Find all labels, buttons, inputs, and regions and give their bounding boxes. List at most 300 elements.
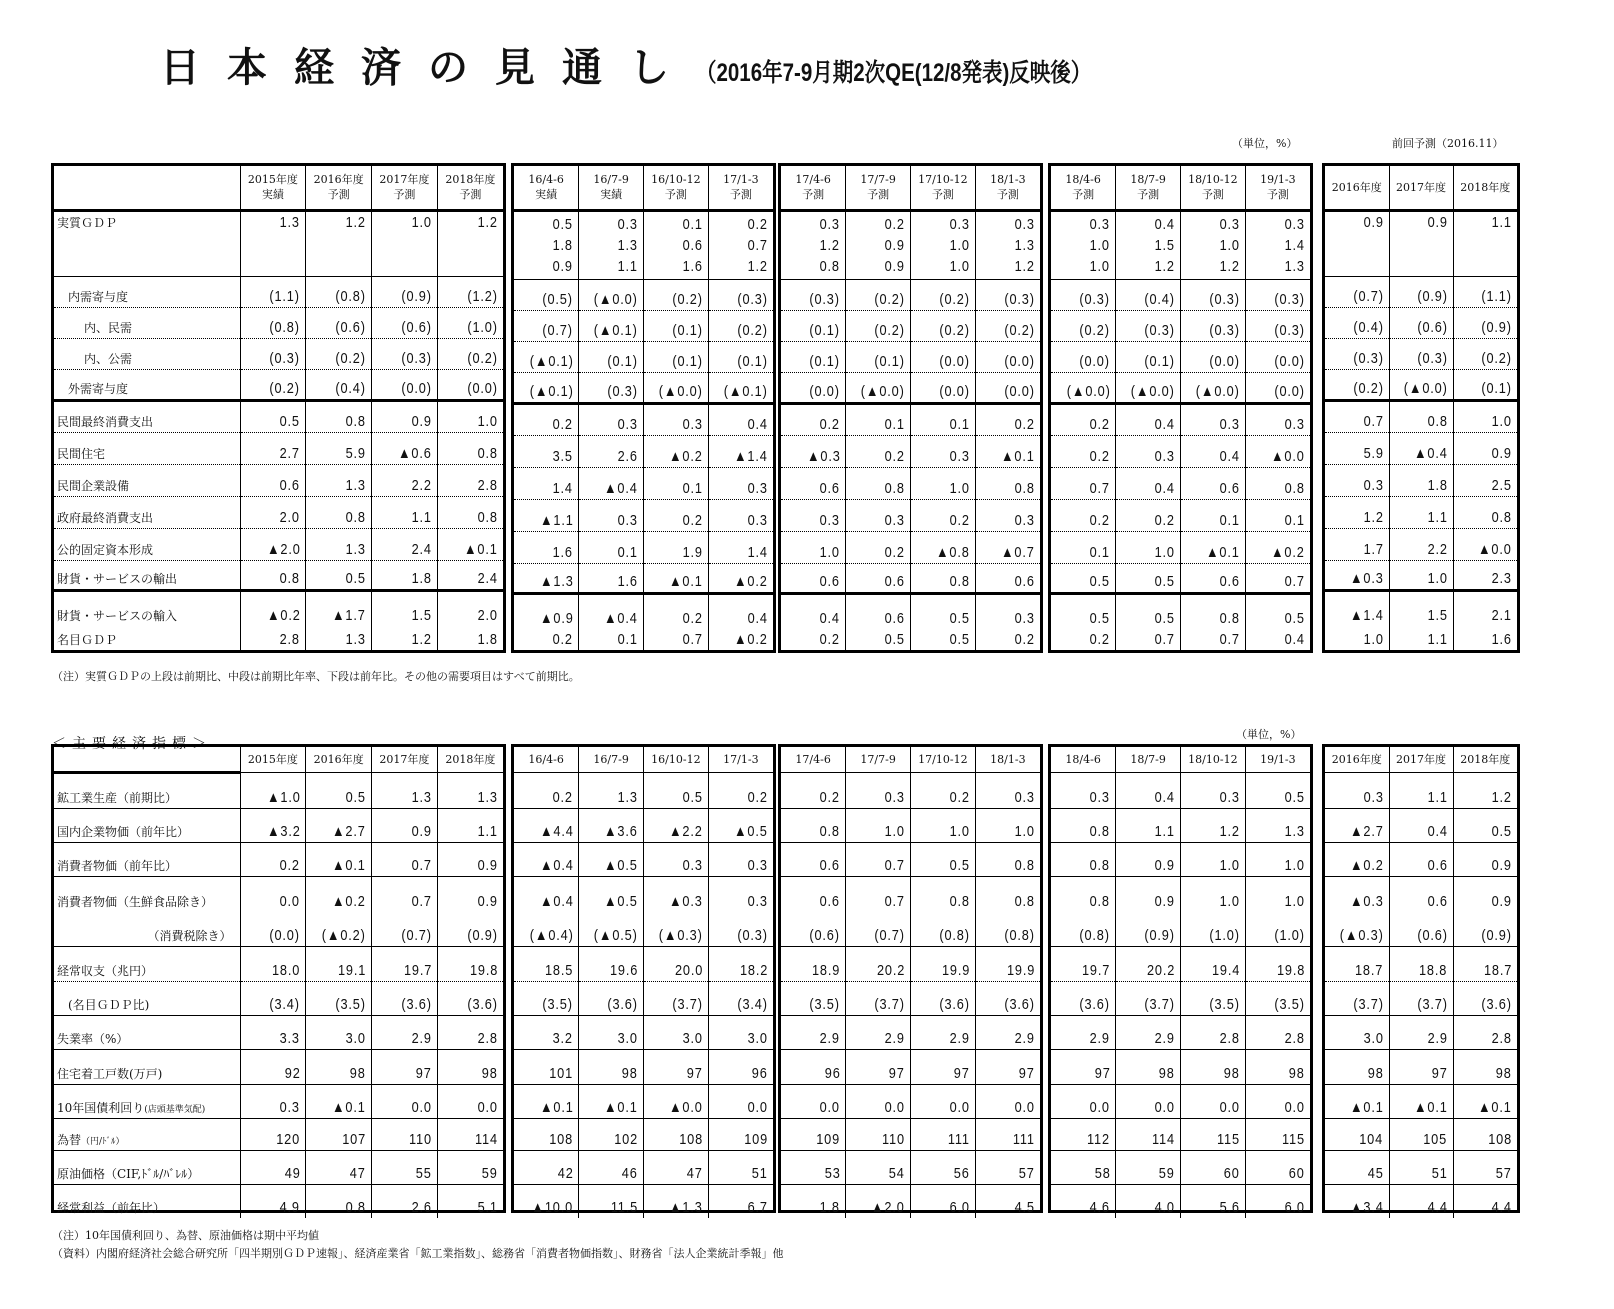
cell-value: 0.3 bbox=[819, 511, 841, 529]
table-row bbox=[781, 403, 1040, 435]
cell-value: (0.8) bbox=[335, 287, 366, 305]
cell-value: 1.6 bbox=[552, 543, 574, 561]
table-row bbox=[1051, 946, 1310, 981]
cell-value: (0.5) bbox=[542, 290, 574, 308]
cell-value: 107 bbox=[342, 1130, 366, 1148]
table-row bbox=[1325, 560, 1517, 590]
cell-value: 0.3 bbox=[617, 511, 638, 529]
cell-value: 0.2 bbox=[819, 788, 841, 806]
cell-value: 0.9 bbox=[411, 822, 432, 840]
column-header: 2015年度 実績 bbox=[240, 166, 306, 210]
cell-value: 4.6 bbox=[1089, 1199, 1111, 1216]
cell-value: 98 bbox=[1159, 1064, 1175, 1082]
cell-value: 0.8 bbox=[345, 412, 366, 430]
cell-value: 97 bbox=[1431, 1064, 1448, 1082]
cell-value: ▲0.1 bbox=[1413, 1098, 1448, 1116]
table-row bbox=[781, 842, 1040, 876]
row-label: 内、民需 bbox=[54, 307, 240, 338]
cell-value: (0.3) bbox=[1079, 290, 1111, 308]
cell-value: 0.3 bbox=[884, 511, 905, 529]
cell-value: 3.5 bbox=[552, 447, 574, 465]
table-row bbox=[54, 1150, 503, 1184]
cell-value: 0.3 bbox=[1363, 476, 1384, 494]
cell-value: 1.4 bbox=[747, 543, 768, 561]
cell-value: (0.6) bbox=[809, 926, 841, 944]
previous-forecast-label: 前回予測（2016.11） bbox=[1392, 137, 1504, 150]
cell-value: 111 bbox=[947, 1130, 970, 1148]
row-label: 10年国債利回り(店頭基準気配) bbox=[54, 1084, 240, 1118]
cell-value: 0.5 bbox=[1154, 610, 1175, 627]
cell-value: ▲0.2 bbox=[266, 607, 301, 624]
table2-group-3 bbox=[1048, 744, 1313, 1216]
table-row bbox=[54, 626, 503, 650]
cell-value: 0.9 bbox=[411, 412, 432, 430]
cell-value: ▲0.8 bbox=[936, 543, 970, 561]
cell-value: 19.4 bbox=[1211, 961, 1240, 979]
cell-value: 0.3 bbox=[949, 215, 970, 233]
cell-value: 0.1 bbox=[617, 631, 638, 648]
cell-value: (0.9) bbox=[1481, 318, 1512, 336]
cell-value: 19.6 bbox=[609, 961, 638, 979]
cell-value: 0.2 bbox=[949, 788, 970, 806]
table-row bbox=[1051, 808, 1310, 842]
row-label: 住宅着工戸数(万戸) bbox=[54, 1049, 240, 1084]
cell-value: 47 bbox=[350, 1164, 366, 1182]
cell-value: 0.7 bbox=[1363, 412, 1384, 430]
cell-value: 1.5 bbox=[1427, 607, 1448, 624]
cell-value: 0.6 bbox=[1427, 856, 1448, 874]
table-row bbox=[1325, 432, 1517, 464]
cell-value: 0.5 bbox=[949, 610, 970, 627]
cell-value: (▲0.2) bbox=[322, 926, 366, 944]
table-row-real-gdp bbox=[1051, 210, 1310, 279]
cell-value: (0.1) bbox=[809, 321, 841, 339]
cell-value: 115 bbox=[1282, 1130, 1305, 1148]
cell-value: 0.2 bbox=[1014, 631, 1035, 648]
cell-value: 0.3 bbox=[1219, 415, 1240, 433]
table-row bbox=[1325, 808, 1517, 842]
cell-value: 4.4 bbox=[1427, 1199, 1448, 1216]
cell-value: 0.1 bbox=[884, 415, 905, 433]
table-row bbox=[1325, 528, 1517, 560]
cell-value: (0.7) bbox=[542, 321, 574, 339]
cell-value: 0.6 bbox=[884, 572, 905, 590]
cell-value: (▲0.5) bbox=[594, 926, 638, 944]
cell-value: 18.2 bbox=[739, 961, 768, 979]
column-header: 18/10-12 予測 bbox=[1181, 166, 1246, 210]
cell-value: 3.0 bbox=[345, 1029, 366, 1047]
cell-value: ▲0.2 bbox=[669, 447, 703, 465]
cell-value: 0.3 bbox=[682, 856, 703, 874]
table2-note: （注）10年国債利回り、為替、原油価格は期中平均値 bbox=[52, 1229, 319, 1242]
cell-value: 0.1 bbox=[949, 415, 970, 433]
cell-value: 0.4 bbox=[747, 415, 768, 433]
cell-value: (0.6) bbox=[401, 318, 432, 336]
cell-value: (1.0) bbox=[467, 318, 498, 336]
cell-value: 0.2 bbox=[552, 415, 574, 433]
cell-value: ▲0.2 bbox=[734, 572, 768, 590]
cell-value: 0.0 bbox=[884, 1098, 905, 1116]
cell-value: (0.3) bbox=[1274, 321, 1305, 339]
cell-value: (▲0.0) bbox=[861, 382, 905, 400]
cell-value: 0.3 bbox=[1014, 788, 1035, 806]
cell-value: 1.2 bbox=[747, 257, 768, 275]
cell-value: (0.3) bbox=[737, 926, 768, 944]
cell-value: 4.0 bbox=[1154, 1199, 1175, 1216]
cell-value: 0.5 bbox=[345, 569, 366, 587]
row-label: 外需寄与度 bbox=[54, 369, 240, 400]
row-label: 政府最終消費支出 bbox=[54, 496, 240, 528]
cell-value: 0.3 bbox=[1363, 788, 1384, 806]
cell-value: (1.1) bbox=[1481, 287, 1512, 305]
table-row bbox=[1051, 1084, 1310, 1118]
cell-value: 0.2 bbox=[747, 788, 768, 806]
column-header: 16/7-9 実績 bbox=[579, 166, 644, 210]
table1-note: （注）実質ＧＤＰの上段は前期比、中段は前期比年率、下段は前年比。その他の需要項目はすべて前期比。 bbox=[52, 670, 580, 683]
cell-value: 0.9 bbox=[477, 856, 498, 874]
cell-value: 2.9 bbox=[1014, 1029, 1035, 1047]
cell-value: 60 bbox=[1289, 1164, 1305, 1182]
cell-value: 0.4 bbox=[747, 610, 768, 627]
cell-value: (▲0.0) bbox=[1066, 382, 1111, 400]
cell-value: 19.8 bbox=[1276, 961, 1305, 979]
cell-value: 108 bbox=[1488, 1130, 1512, 1148]
table-row bbox=[1051, 629, 1310, 650]
cell-value: 0.6 bbox=[819, 893, 841, 910]
table-row bbox=[781, 531, 1040, 563]
table-row bbox=[1325, 1150, 1517, 1184]
cell-value: 2.9 bbox=[819, 1029, 841, 1047]
table-row bbox=[1325, 1118, 1517, 1150]
cell-value: 98 bbox=[1496, 1064, 1512, 1082]
cell-value: 1.0 bbox=[1154, 543, 1175, 561]
cell-value: ▲0.1 bbox=[604, 1098, 638, 1116]
cell-value: 115 bbox=[1216, 1130, 1240, 1148]
cell-value: 0.9 bbox=[1427, 213, 1448, 231]
table-row bbox=[1325, 400, 1517, 432]
cell-value: (0.6) bbox=[1417, 926, 1448, 944]
cell-value: (0.6) bbox=[1417, 318, 1448, 336]
cell-value: 0.5 bbox=[345, 788, 366, 806]
cell-value: 0.4 bbox=[1154, 215, 1175, 233]
cell-value: 1.2 bbox=[1363, 508, 1384, 526]
cell-value: 1.0 bbox=[1089, 257, 1111, 275]
cell-value: (0.3) bbox=[401, 349, 432, 367]
cell-value: 6.0 bbox=[1284, 1199, 1305, 1216]
cell-value: ▲0.5 bbox=[604, 893, 638, 910]
cell-value: 0.0 bbox=[819, 1098, 841, 1116]
cell-value: 1.0 bbox=[1284, 893, 1305, 910]
column-header: 2016年度 予測 bbox=[306, 166, 372, 210]
cell-value: 1.3 bbox=[617, 788, 638, 806]
table-row bbox=[514, 1015, 773, 1049]
cell-value: (0.1) bbox=[874, 352, 905, 370]
table-row bbox=[781, 310, 1040, 341]
row-label: 名目ＧＤＰ bbox=[57, 633, 118, 647]
cell-value: (0.4) bbox=[1144, 290, 1175, 308]
table-row bbox=[781, 1015, 1040, 1049]
column-header: 19/1-3 予測 bbox=[1245, 166, 1310, 210]
column-header: 18/7-9 bbox=[1116, 747, 1181, 772]
cell-value: 98 bbox=[1223, 1064, 1240, 1082]
cell-value: 3.0 bbox=[682, 1029, 703, 1047]
cell-value: 0.9 bbox=[1491, 444, 1512, 462]
table-row bbox=[54, 912, 503, 946]
cell-value: (▲0.0) bbox=[1403, 379, 1448, 397]
cell-value: 2.5 bbox=[1491, 476, 1512, 494]
cell-value: 1.0 bbox=[819, 543, 841, 561]
cell-value: (0.9) bbox=[401, 287, 432, 305]
cell-value: 0.3 bbox=[279, 1098, 301, 1116]
cell-value: 1.2 bbox=[1219, 822, 1240, 840]
cell-value: 0.8 bbox=[1491, 508, 1512, 526]
row-label: 経常収支（兆円） bbox=[54, 946, 240, 981]
table-row bbox=[781, 981, 1040, 1015]
cell-value: (0.7) bbox=[401, 926, 432, 944]
cell-value: 0.3 bbox=[1154, 447, 1175, 465]
cell-value: 20.2 bbox=[876, 961, 905, 979]
cell-value: (0.6) bbox=[335, 318, 366, 336]
cell-value: 96 bbox=[824, 1064, 841, 1082]
cell-value: 2.9 bbox=[411, 1029, 432, 1047]
table-row bbox=[781, 435, 1040, 467]
table2-group-2 bbox=[778, 744, 1043, 1216]
cell-value: 0.5 bbox=[949, 856, 970, 874]
cell-value: 97 bbox=[953, 1064, 970, 1082]
table-row bbox=[1051, 912, 1310, 946]
table-row bbox=[1051, 842, 1310, 876]
cell-value: (0.0) bbox=[939, 382, 970, 400]
cell-value: 0.6 bbox=[1014, 572, 1035, 590]
cell-value: 120 bbox=[276, 1130, 301, 1148]
cell-value: 1.8 bbox=[819, 1199, 841, 1216]
cell-value: 18.7 bbox=[1483, 961, 1512, 979]
cell-value: 0.3 bbox=[1014, 215, 1035, 233]
cell-value: (3.7) bbox=[1144, 995, 1175, 1013]
cell-value: (0.3) bbox=[1004, 290, 1035, 308]
cell-value: 0.2 bbox=[819, 631, 841, 648]
cell-value: (0.3) bbox=[1274, 290, 1305, 308]
cell-value: 20.2 bbox=[1146, 961, 1175, 979]
table-row bbox=[54, 1118, 503, 1150]
cell-value: 101 bbox=[549, 1064, 574, 1082]
table-row bbox=[1051, 499, 1310, 531]
cell-value: 0.2 bbox=[949, 511, 970, 529]
cell-value: 0.5 bbox=[279, 412, 301, 430]
column-header: 2018年度 予測 bbox=[437, 166, 503, 210]
cell-value: 97 bbox=[889, 1064, 905, 1082]
row-label: 鉱工業生産（前期比） bbox=[54, 772, 240, 808]
cell-value: 0.5 bbox=[1491, 822, 1512, 840]
table-row bbox=[781, 808, 1040, 842]
table-row bbox=[514, 1150, 773, 1184]
cell-value: 0.8 bbox=[819, 822, 841, 840]
cell-value: 0.6 bbox=[1427, 893, 1448, 910]
cell-value: 2.9 bbox=[1089, 1029, 1111, 1047]
cell-value: 0.8 bbox=[345, 508, 366, 526]
column-header: 18/7-9 予測 bbox=[1116, 166, 1181, 210]
cell-value: ▲4.4 bbox=[539, 822, 574, 840]
cell-value: 3.0 bbox=[747, 1029, 768, 1047]
cell-value: 51 bbox=[752, 1164, 768, 1182]
cell-value: 1.2 bbox=[477, 213, 498, 231]
column-header: 16/4-6 実績 bbox=[514, 166, 579, 210]
table-row bbox=[54, 276, 503, 307]
table-row bbox=[54, 369, 503, 400]
cell-value: (0.3) bbox=[1209, 290, 1240, 308]
cell-value: ▲0.5 bbox=[604, 856, 638, 874]
table-row bbox=[1325, 842, 1517, 876]
cell-value: ▲2.7 bbox=[1349, 822, 1384, 840]
table-row bbox=[514, 842, 773, 876]
table-row bbox=[54, 842, 503, 876]
cell-value: 5.6 bbox=[1219, 1199, 1240, 1216]
column-header: 2018年度 bbox=[1453, 747, 1517, 772]
cell-value: (0.2) bbox=[939, 290, 970, 308]
cell-value: (3.5) bbox=[335, 995, 366, 1013]
cell-value: 1.2 bbox=[1491, 788, 1512, 806]
table-row bbox=[54, 1015, 503, 1049]
cell-value: 54 bbox=[889, 1164, 905, 1182]
column-header: 17/7-9 bbox=[846, 747, 911, 772]
table-row bbox=[1325, 981, 1517, 1015]
cell-value: 0.8 bbox=[949, 572, 970, 590]
cell-value: 0.2 bbox=[747, 215, 768, 233]
cell-value: 0.8 bbox=[477, 508, 498, 526]
header-blank bbox=[54, 747, 240, 772]
cell-value: 0.3 bbox=[819, 215, 841, 233]
cell-value: 3.0 bbox=[617, 1029, 638, 1047]
cell-value: (0.0) bbox=[1274, 352, 1305, 370]
table-row bbox=[1051, 403, 1310, 435]
cell-value: (0.0) bbox=[1274, 382, 1305, 400]
cell-value: ▲0.2 bbox=[332, 893, 366, 910]
cell-value: ▲3.2 bbox=[266, 822, 301, 840]
cell-value: 0.8 bbox=[949, 893, 970, 910]
table-row bbox=[54, 876, 503, 912]
cell-value: 1.6 bbox=[617, 572, 638, 590]
cell-value: (▲0.1) bbox=[529, 352, 574, 370]
cell-value: (3.6) bbox=[1079, 995, 1111, 1013]
table-row bbox=[781, 467, 1040, 499]
cell-value: 2.6 bbox=[617, 447, 638, 465]
cell-value: 0.3 bbox=[884, 788, 905, 806]
cell-value: (0.9) bbox=[1481, 926, 1512, 944]
table-row bbox=[781, 946, 1040, 981]
row-label: 為替（円/ﾄﾞﾙ） bbox=[54, 1118, 240, 1150]
cell-value: (1.2) bbox=[467, 287, 498, 305]
cell-value: 1.0 bbox=[884, 822, 905, 840]
cell-value: 0.8 bbox=[1284, 479, 1305, 497]
table-row bbox=[514, 981, 773, 1015]
table-row bbox=[781, 1084, 1040, 1118]
cell-value: (0.2) bbox=[1481, 349, 1512, 367]
cell-value: 0.8 bbox=[1014, 479, 1035, 497]
cell-value: 0.5 bbox=[1089, 610, 1111, 627]
cell-value: 19.9 bbox=[941, 961, 970, 979]
cell-value: 0.0 bbox=[1154, 1098, 1175, 1116]
cell-value: 1.1 bbox=[1427, 508, 1448, 526]
cell-value: ▲0.3 bbox=[1349, 569, 1384, 587]
cell-value: (▲0.3) bbox=[1339, 926, 1384, 944]
cell-value: (0.0) bbox=[809, 382, 841, 400]
cell-value: 0.5 bbox=[1154, 572, 1175, 590]
cell-value: 0.5 bbox=[949, 631, 970, 648]
cell-value: 1.8 bbox=[552, 236, 574, 254]
cell-value: ▲0.0 bbox=[1271, 447, 1305, 465]
cell-value: ▲2.7 bbox=[332, 822, 366, 840]
table-row bbox=[514, 372, 773, 403]
cell-value: 1.1 bbox=[1427, 788, 1448, 806]
cell-value: 98 bbox=[1289, 1064, 1305, 1082]
cell-value: 1.8 bbox=[411, 569, 432, 587]
cell-value: 2.4 bbox=[477, 569, 498, 587]
cell-value: 0.2 bbox=[552, 788, 574, 806]
column-header: 16/10-12 bbox=[644, 747, 709, 772]
table-row bbox=[1051, 341, 1310, 372]
cell-value: 1.0 bbox=[1219, 236, 1240, 254]
cell-value: (0.3) bbox=[1209, 321, 1240, 339]
sources-note: （資料）内閣府経済社会総合研究所「四半期別ＧＤＰ速報」、経済産業省「鉱工業指数」、総務省「消費者物価指数」、財務省「法人企業統計季報」他 bbox=[52, 1247, 784, 1260]
cell-value: 5.9 bbox=[1363, 444, 1384, 462]
row-label: (名目ＧＤＰ比) bbox=[54, 981, 240, 1015]
cell-value: 0.5 bbox=[1284, 610, 1305, 627]
cell-value: 1.9 bbox=[682, 543, 703, 561]
column-header: 2017年度 bbox=[1389, 166, 1453, 210]
cell-value: 0.4 bbox=[1284, 631, 1305, 648]
cell-value: 0.1 bbox=[682, 479, 703, 497]
column-header: 2015年度 bbox=[240, 747, 306, 772]
cell-value: ▲0.1 bbox=[1001, 447, 1035, 465]
cell-value: (0.8) bbox=[269, 318, 301, 336]
cell-value: 0.2 bbox=[279, 856, 301, 874]
cell-value: 0.2 bbox=[682, 610, 703, 627]
table-row bbox=[1051, 372, 1310, 403]
cell-value: (0.3) bbox=[607, 382, 638, 400]
cell-value: ▲0.4 bbox=[539, 856, 574, 874]
table-row bbox=[54, 981, 503, 1015]
cell-value: (0.2) bbox=[269, 379, 301, 397]
cell-value: 0.2 bbox=[819, 415, 841, 433]
table-row bbox=[514, 808, 773, 842]
cell-value: ▲10.0 bbox=[531, 1199, 574, 1216]
cell-value: 0.7 bbox=[411, 893, 432, 910]
table1-group-2 bbox=[778, 163, 1043, 653]
cell-value: 0.3 bbox=[1014, 511, 1035, 529]
table-row bbox=[1051, 1118, 1310, 1150]
cell-value: ▲0.4 bbox=[539, 893, 574, 910]
table-row bbox=[514, 1084, 773, 1118]
cell-value: 0.7 bbox=[1089, 479, 1111, 497]
row-label: 国内企業物価（前年比） bbox=[54, 808, 240, 842]
cell-value: 5.9 bbox=[345, 444, 366, 462]
cell-value: (▲0.1) bbox=[594, 321, 638, 339]
cell-value: 0.6 bbox=[819, 479, 841, 497]
cell-value: (3.5) bbox=[809, 995, 841, 1013]
cell-value: 0.9 bbox=[1363, 213, 1384, 231]
cell-value: 0.0 bbox=[477, 1098, 498, 1116]
table-row bbox=[514, 403, 773, 435]
table1-group-1 bbox=[511, 163, 776, 653]
cell-value: 0.7 bbox=[884, 856, 905, 874]
cell-value: 0.9 bbox=[884, 236, 905, 254]
cell-value: 0.3 bbox=[949, 447, 970, 465]
cell-value: 18.9 bbox=[812, 961, 841, 979]
column-header: 18/4-6 bbox=[1051, 747, 1116, 772]
table-row bbox=[514, 310, 773, 341]
table-row bbox=[54, 1049, 503, 1084]
cell-value: 0.2 bbox=[1089, 447, 1111, 465]
